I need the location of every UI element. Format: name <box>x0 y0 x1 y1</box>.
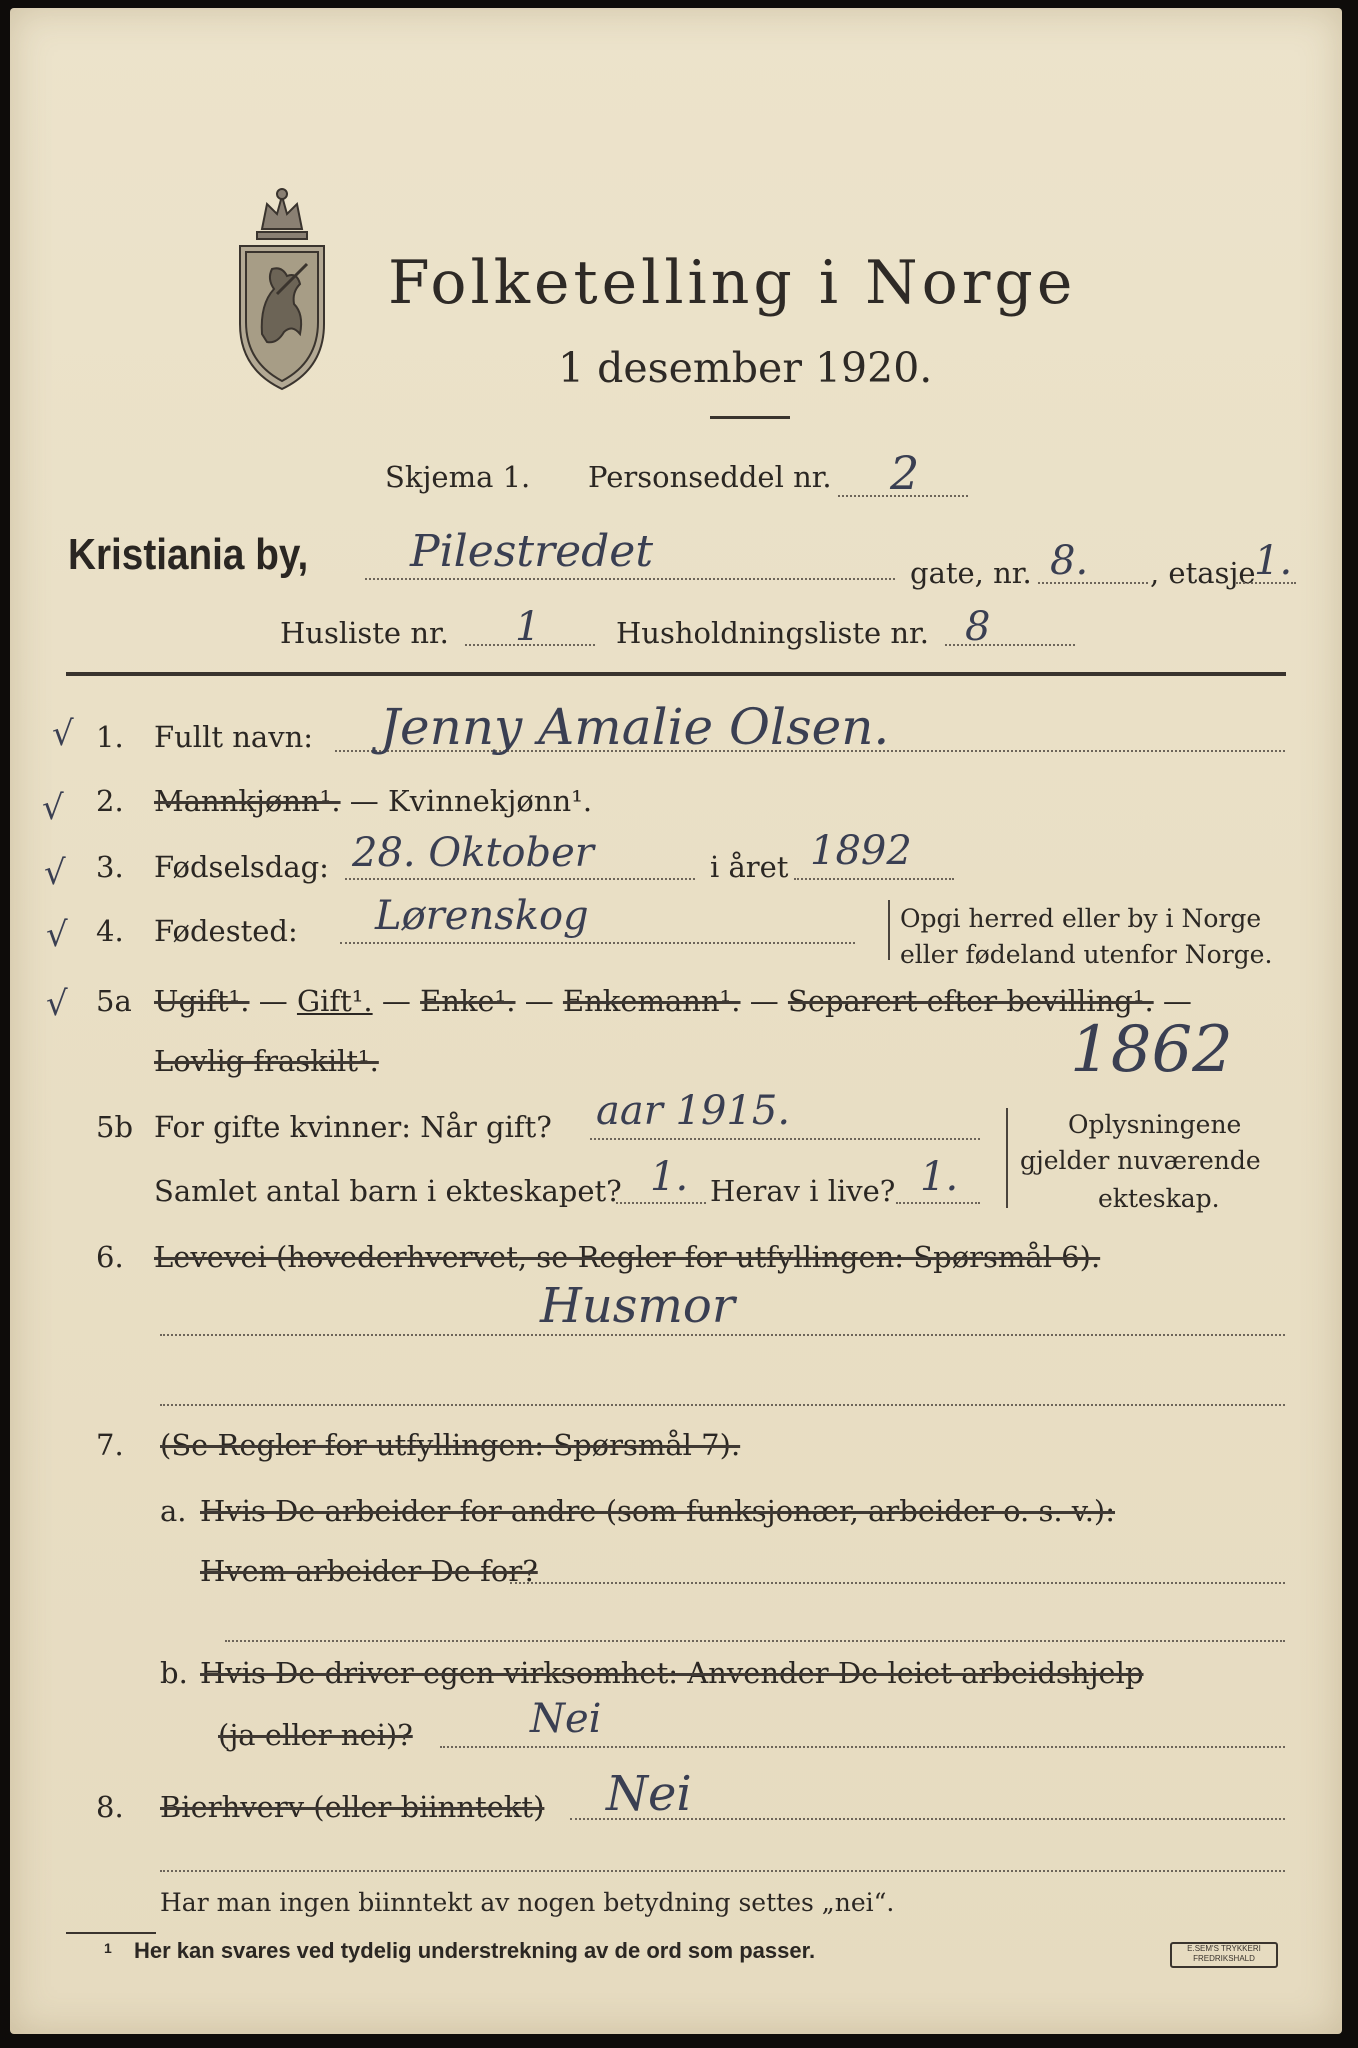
q3-label: Fødselsdag: <box>154 850 329 884</box>
q4-label: Fødested: <box>154 914 298 948</box>
q5a-enkemann: Enkemann¹. <box>562 984 741 1018</box>
q7a-label: Hvis De arbeider for andre (som funksjonær, arbeider o. s. v.): <box>200 1494 1116 1528</box>
q5b-children-label: Samlet antal barn i ekteskapet? <box>154 1174 622 1208</box>
husliste-value: 1 <box>515 604 541 650</box>
census-form-page <box>10 8 1342 2034</box>
q1-label: Fullt navn: <box>154 720 314 754</box>
schema-label: Skjema 1. <box>385 460 531 494</box>
bottom-note: Har man ingen biinntekt av nogen betydning settes „nei“. <box>160 1888 895 1917</box>
check-mark-3: √ <box>44 853 66 893</box>
printer-stamp-line2: FREDRIKSHALD <box>1193 1954 1255 1963</box>
q8-number: 8. <box>96 1790 124 1824</box>
q6-number: 6. <box>96 1240 124 1274</box>
husholdning-value: 8 <box>965 604 991 650</box>
q7a-label2: Hvem arbeider De for? <box>200 1554 538 1588</box>
q3-number: 3. <box>96 850 124 884</box>
q5b-note-line3: ekteskap. <box>1098 1184 1220 1213</box>
q7a-line1 <box>510 1582 1285 1584</box>
q7b-label: Hvis De driver egen virksomhet: Anvender De leiet arbeidshjelp <box>200 1656 1144 1690</box>
q6-label: Levevei (hovederhvervet, se Regler for utfyllingen: Spørsmål 6). <box>154 1240 1101 1274</box>
q2-number: 2. <box>96 784 124 818</box>
printer-stamp-line1: E.SEM'S TRYKKERI <box>1187 1944 1261 1953</box>
q8-answer: Nei <box>606 1766 692 1822</box>
etasje-label: , etasje <box>1150 556 1256 590</box>
personseddel-value: 2 <box>890 446 920 500</box>
q5a-options: Ugift¹. — Gift¹. — Enke¹. — Enkemann¹. — Separert efter bevilling¹. — <box>154 984 1192 1018</box>
q5b-number: 5b <box>96 1110 134 1144</box>
q5a-ugift: Ugift¹. <box>154 984 250 1018</box>
q7-label: (Se Regler for utfyllingen: Spørsmål 7). <box>160 1428 741 1462</box>
q7b-letter: b. <box>160 1656 188 1690</box>
form-title: Folketelling i Norge <box>388 248 1077 318</box>
check-mark-4: √ <box>46 915 68 955</box>
q4-note-bracket <box>888 900 890 960</box>
title-divider <box>710 416 790 419</box>
gate-nr-value: 8. <box>1050 538 1089 584</box>
census-date: 1 desember 1920. <box>558 344 933 392</box>
etasje-value: 1. <box>1254 538 1293 584</box>
q5a-enke: Enke¹. <box>420 984 516 1018</box>
husholdning-label: Husholdningsliste nr. <box>616 616 929 650</box>
q4-note-line1: Opgi herred eller by i Norge <box>900 904 1262 933</box>
q1-full-name: Jenny Amalie Olsen. <box>380 698 890 756</box>
q2-male-option: Mannkjønn¹. <box>154 784 341 818</box>
q3-line <box>345 878 695 880</box>
q5b-alive-value: 1. <box>920 1154 959 1200</box>
q2-gender-line <box>154 784 592 818</box>
q6-line2 <box>160 1404 1285 1406</box>
q7b-line <box>440 1746 1285 1748</box>
check-mark-5: √ <box>46 984 68 1024</box>
q3-birth-year: 1892 <box>810 828 912 874</box>
q5b-note-line1: Oplysningene <box>1068 1110 1242 1139</box>
q5a-separert: Separert efter bevilling¹. <box>787 984 1154 1018</box>
q8-line2 <box>160 1870 1285 1872</box>
q6-occupation: Husmor <box>540 1278 735 1334</box>
street-line <box>365 578 895 580</box>
check-mark-1: √ <box>52 714 74 754</box>
q1-number: 1. <box>96 720 124 754</box>
q5b-note-line2: gjelder nuværende <box>1020 1146 1261 1175</box>
q8-label: Bierhverv (eller biinntekt) <box>160 1790 545 1824</box>
q5b-married-year: aar 1915. <box>596 1088 791 1134</box>
q7b-answer: Nei <box>530 1696 602 1742</box>
city-label: Kristiania by, <box>68 530 309 579</box>
husliste-label: Husliste nr. <box>280 616 449 650</box>
q4-line <box>340 942 855 944</box>
q7-number: 7. <box>96 1428 124 1462</box>
q5b-line <box>590 1138 980 1140</box>
q5b-note-bracket <box>1006 1108 1008 1208</box>
header-rule <box>66 672 1286 676</box>
gate-nr-label: gate, nr. <box>910 556 1032 590</box>
q7a-letter: a. <box>160 1494 187 1528</box>
personseddel-label: Personseddel nr. <box>588 460 832 494</box>
q2-separator: — <box>340 784 388 818</box>
q5b-children-value: 1. <box>650 1154 689 1200</box>
q5b-alive-line <box>896 1202 980 1204</box>
q5b-alive-label: Herav i live? <box>710 1174 896 1208</box>
q5a-gift: Gift¹. <box>296 984 373 1018</box>
footnote-rule <box>66 1932 156 1934</box>
footnote-text: Her kan svares ved tydelig understrekning av de ord som passer. <box>134 1938 816 1963</box>
q4-note-line2: eller fødeland utenfor Norge. <box>900 940 1273 969</box>
q2-female-option: Kvinnekjønn¹. <box>388 784 593 818</box>
street-value: Pilestredet <box>410 526 654 577</box>
check-mark-2: √ <box>42 788 64 828</box>
printer-stamp <box>1170 1942 1278 1968</box>
q3-year-label: i året <box>710 850 789 884</box>
q5a-margin-note: 1862 <box>1070 1013 1233 1087</box>
coat-of-arms-icon <box>222 184 342 394</box>
q3-year-line <box>794 878 954 880</box>
q4-birthplace: Lørenskog <box>375 893 589 939</box>
q4-number: 4. <box>96 914 124 948</box>
q5a-fraskilt: Lovlig fraskilt¹. <box>154 1044 379 1078</box>
q3-birthday: 28. Oktober <box>352 830 594 876</box>
q5a-number: 5a <box>96 984 132 1018</box>
q5b-children-line <box>616 1202 706 1204</box>
q7b-label2: (ja eller nei)? <box>218 1718 413 1752</box>
footnote-marker: 1 <box>104 1940 112 1956</box>
q5b-label: For gifte kvinner: Når gift? <box>154 1110 552 1144</box>
q6-line1 <box>160 1334 1285 1336</box>
q7a-line2 <box>225 1640 1285 1642</box>
